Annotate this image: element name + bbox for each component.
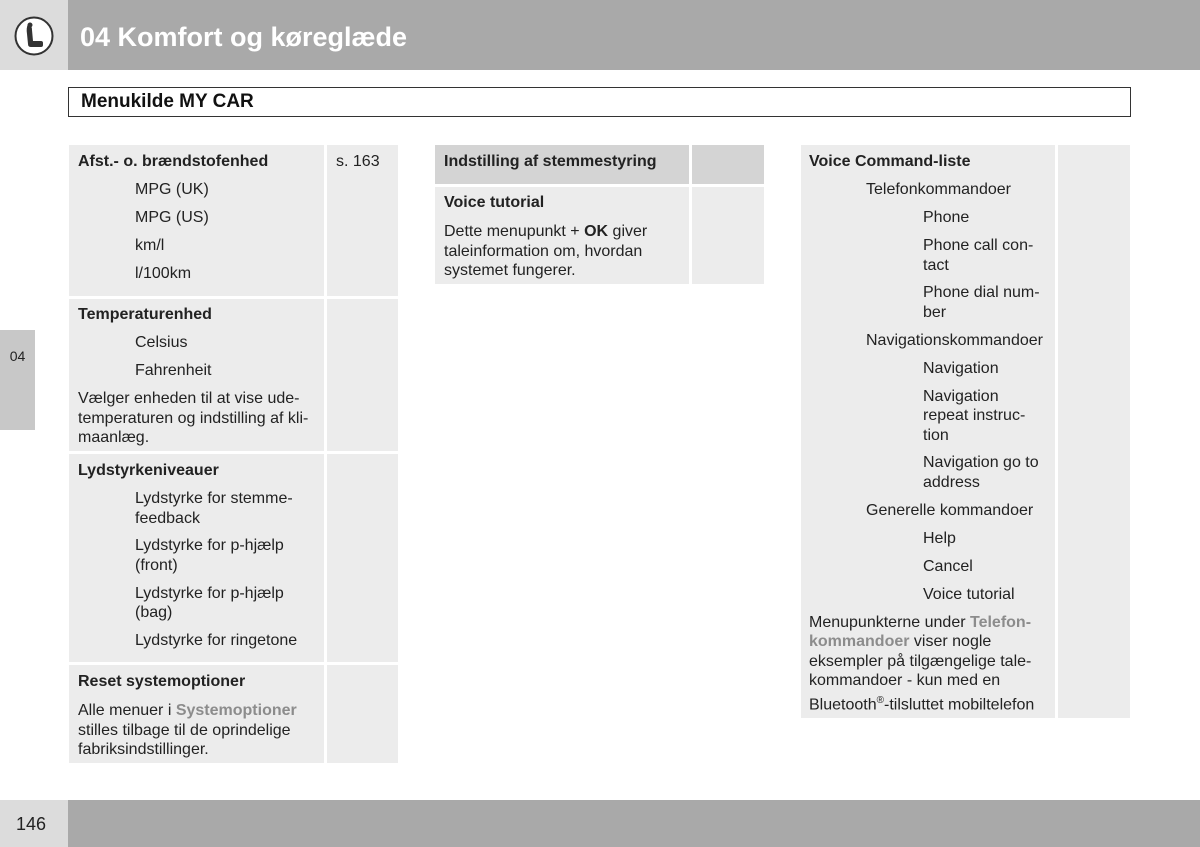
description-line <box>78 701 297 721</box>
command-group: Generelle kommandoer <box>866 501 1034 519</box>
description-text: Alle menuer i <box>78 702 176 719</box>
block-heading: Reset systemoptioner <box>78 673 246 690</box>
note-line: kommandoer - kun med en <box>809 672 1001 689</box>
command-item: Navigation go to <box>923 454 1039 471</box>
chapter-tab-label: 04 <box>9 348 26 364</box>
menu-reference: Telefon- <box>970 613 1032 631</box>
list-item: (front) <box>135 556 178 574</box>
chapter-title: 04 Komfort og køreglæde <box>80 22 408 52</box>
section-title-box <box>68 87 1131 117</box>
command-item: Phone <box>923 209 970 226</box>
note-line: eksempler på tilgængelige tale- <box>809 652 1032 670</box>
registered-mark: ® <box>876 695 884 706</box>
list-item: l/100km <box>135 265 192 282</box>
description-text: giver <box>608 223 648 240</box>
block-heading: Voice Command-liste <box>809 153 971 170</box>
seat-icon <box>14 16 54 56</box>
list-item: MPG (UK) <box>135 181 209 198</box>
command-item: Help <box>923 529 956 547</box>
command-group: Navigationskommandoer <box>866 331 1043 349</box>
note-text: viser nogle <box>909 633 992 650</box>
command-item: tact <box>923 256 949 274</box>
description-text: Dette menupunkt + <box>444 223 585 240</box>
description-line <box>444 222 647 242</box>
menu-reference: Systemoptioner <box>175 702 297 719</box>
description-line: temperaturen og indstilling af kli- <box>78 409 309 427</box>
block-heading: Indstilling af stemmestyring <box>444 153 657 170</box>
block-subheading: Voice tutorial <box>444 194 545 211</box>
command-item: Navigation <box>923 359 999 377</box>
description-line: taleinformation om, hvordan <box>444 242 643 260</box>
note-line <box>809 632 991 652</box>
ref-cell <box>327 299 398 451</box>
page-number: 146 <box>16 814 47 834</box>
command-item: Voice tutorial <box>923 585 1015 603</box>
list-item: Fahrenheit <box>135 362 212 379</box>
command-item: repeat instruc- <box>923 407 1026 424</box>
description-line: maanlæg. <box>78 429 150 446</box>
list-item: km/l <box>135 237 165 254</box>
page-reference: s. 163 <box>336 153 380 170</box>
list-item: Lydstyrke for stemme- <box>135 490 293 507</box>
note-line <box>809 691 1034 715</box>
ref-cell <box>692 145 764 184</box>
command-item: ber <box>923 303 947 321</box>
section-title: Menukilde MY CAR <box>81 91 254 112</box>
menu-reference: kommandoer <box>809 633 910 650</box>
list-item: Lydstyrke for p-hjælp <box>135 537 284 554</box>
command-item: Phone dial num- <box>923 284 1040 301</box>
command-item: Navigation <box>923 387 999 405</box>
command-item: tion <box>923 426 949 444</box>
ref-cell <box>1058 145 1130 718</box>
block-heading: Temperaturenhed <box>78 306 212 323</box>
footer-bar <box>68 800 1200 847</box>
list-item: Lydstyrke for p-hjælp <box>135 584 284 602</box>
note-text: Bluetooth <box>809 696 877 714</box>
description-line: stilles tilbage til de oprindelige <box>78 721 291 739</box>
ok-key-label: OK <box>584 223 609 240</box>
command-item: address <box>923 473 980 491</box>
ref-cell <box>327 454 398 662</box>
list-item: Celsius <box>135 334 188 351</box>
command-item: Phone call con- <box>923 237 1034 254</box>
ref-cell <box>692 187 764 284</box>
ref-cell <box>327 665 398 763</box>
header-icon-area <box>0 0 68 70</box>
list-item: MPG (US) <box>135 209 209 226</box>
block-heading: Lydstyrkeniveauer <box>78 462 219 479</box>
command-group: Telefonkommandoer <box>866 181 1011 198</box>
description-line: fabriksindstillinger. <box>78 741 209 758</box>
note-text: -tilsluttet mobiltelefon <box>883 696 1035 714</box>
chapter-tab <box>0 330 35 430</box>
block-heading: Afst.- o. brændstofenhed <box>78 153 269 170</box>
list-item: (bag) <box>135 604 173 621</box>
description-line: Vælger enheden til at vise ude- <box>78 390 300 407</box>
list-item: feedback <box>135 509 200 527</box>
note-line <box>809 613 1031 633</box>
list-item: Lydstyrke for ringetone <box>135 632 298 649</box>
note-text: Menupunkterne under <box>809 613 970 631</box>
description-line: systemet fungerer. <box>444 262 576 279</box>
command-item: Cancel <box>923 557 973 575</box>
